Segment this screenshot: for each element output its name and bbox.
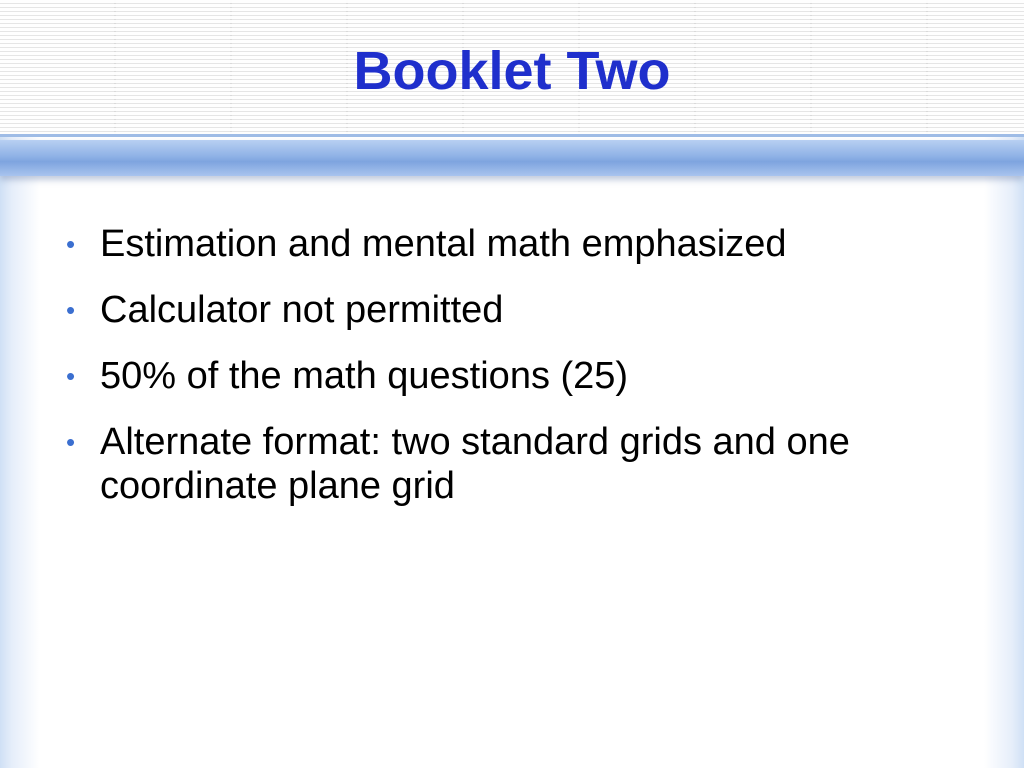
bullet-item <box>62 420 962 508</box>
bullet-text: Alternate format: two standard grids and one coordinate plane grid <box>100 421 850 507</box>
bullet-text: Estimation and mental math emphasized <box>100 223 787 265</box>
bullet-list <box>62 222 962 530</box>
bullet-text: Calculator not permitted <box>100 289 504 331</box>
slide-title: Booklet Two <box>353 41 671 101</box>
bullet-item <box>62 288 962 332</box>
bullet-item <box>62 354 962 398</box>
header-bar <box>0 140 1024 176</box>
bullet-icon: • <box>66 427 76 457</box>
header-rule <box>0 134 1024 137</box>
bullet-icon: • <box>66 229 76 259</box>
bullet-item <box>62 222 962 266</box>
bullet-text: 50% of the math questions (25) <box>100 355 629 397</box>
bullet-icon: • <box>66 361 76 391</box>
bullet-icon: • <box>66 295 76 325</box>
